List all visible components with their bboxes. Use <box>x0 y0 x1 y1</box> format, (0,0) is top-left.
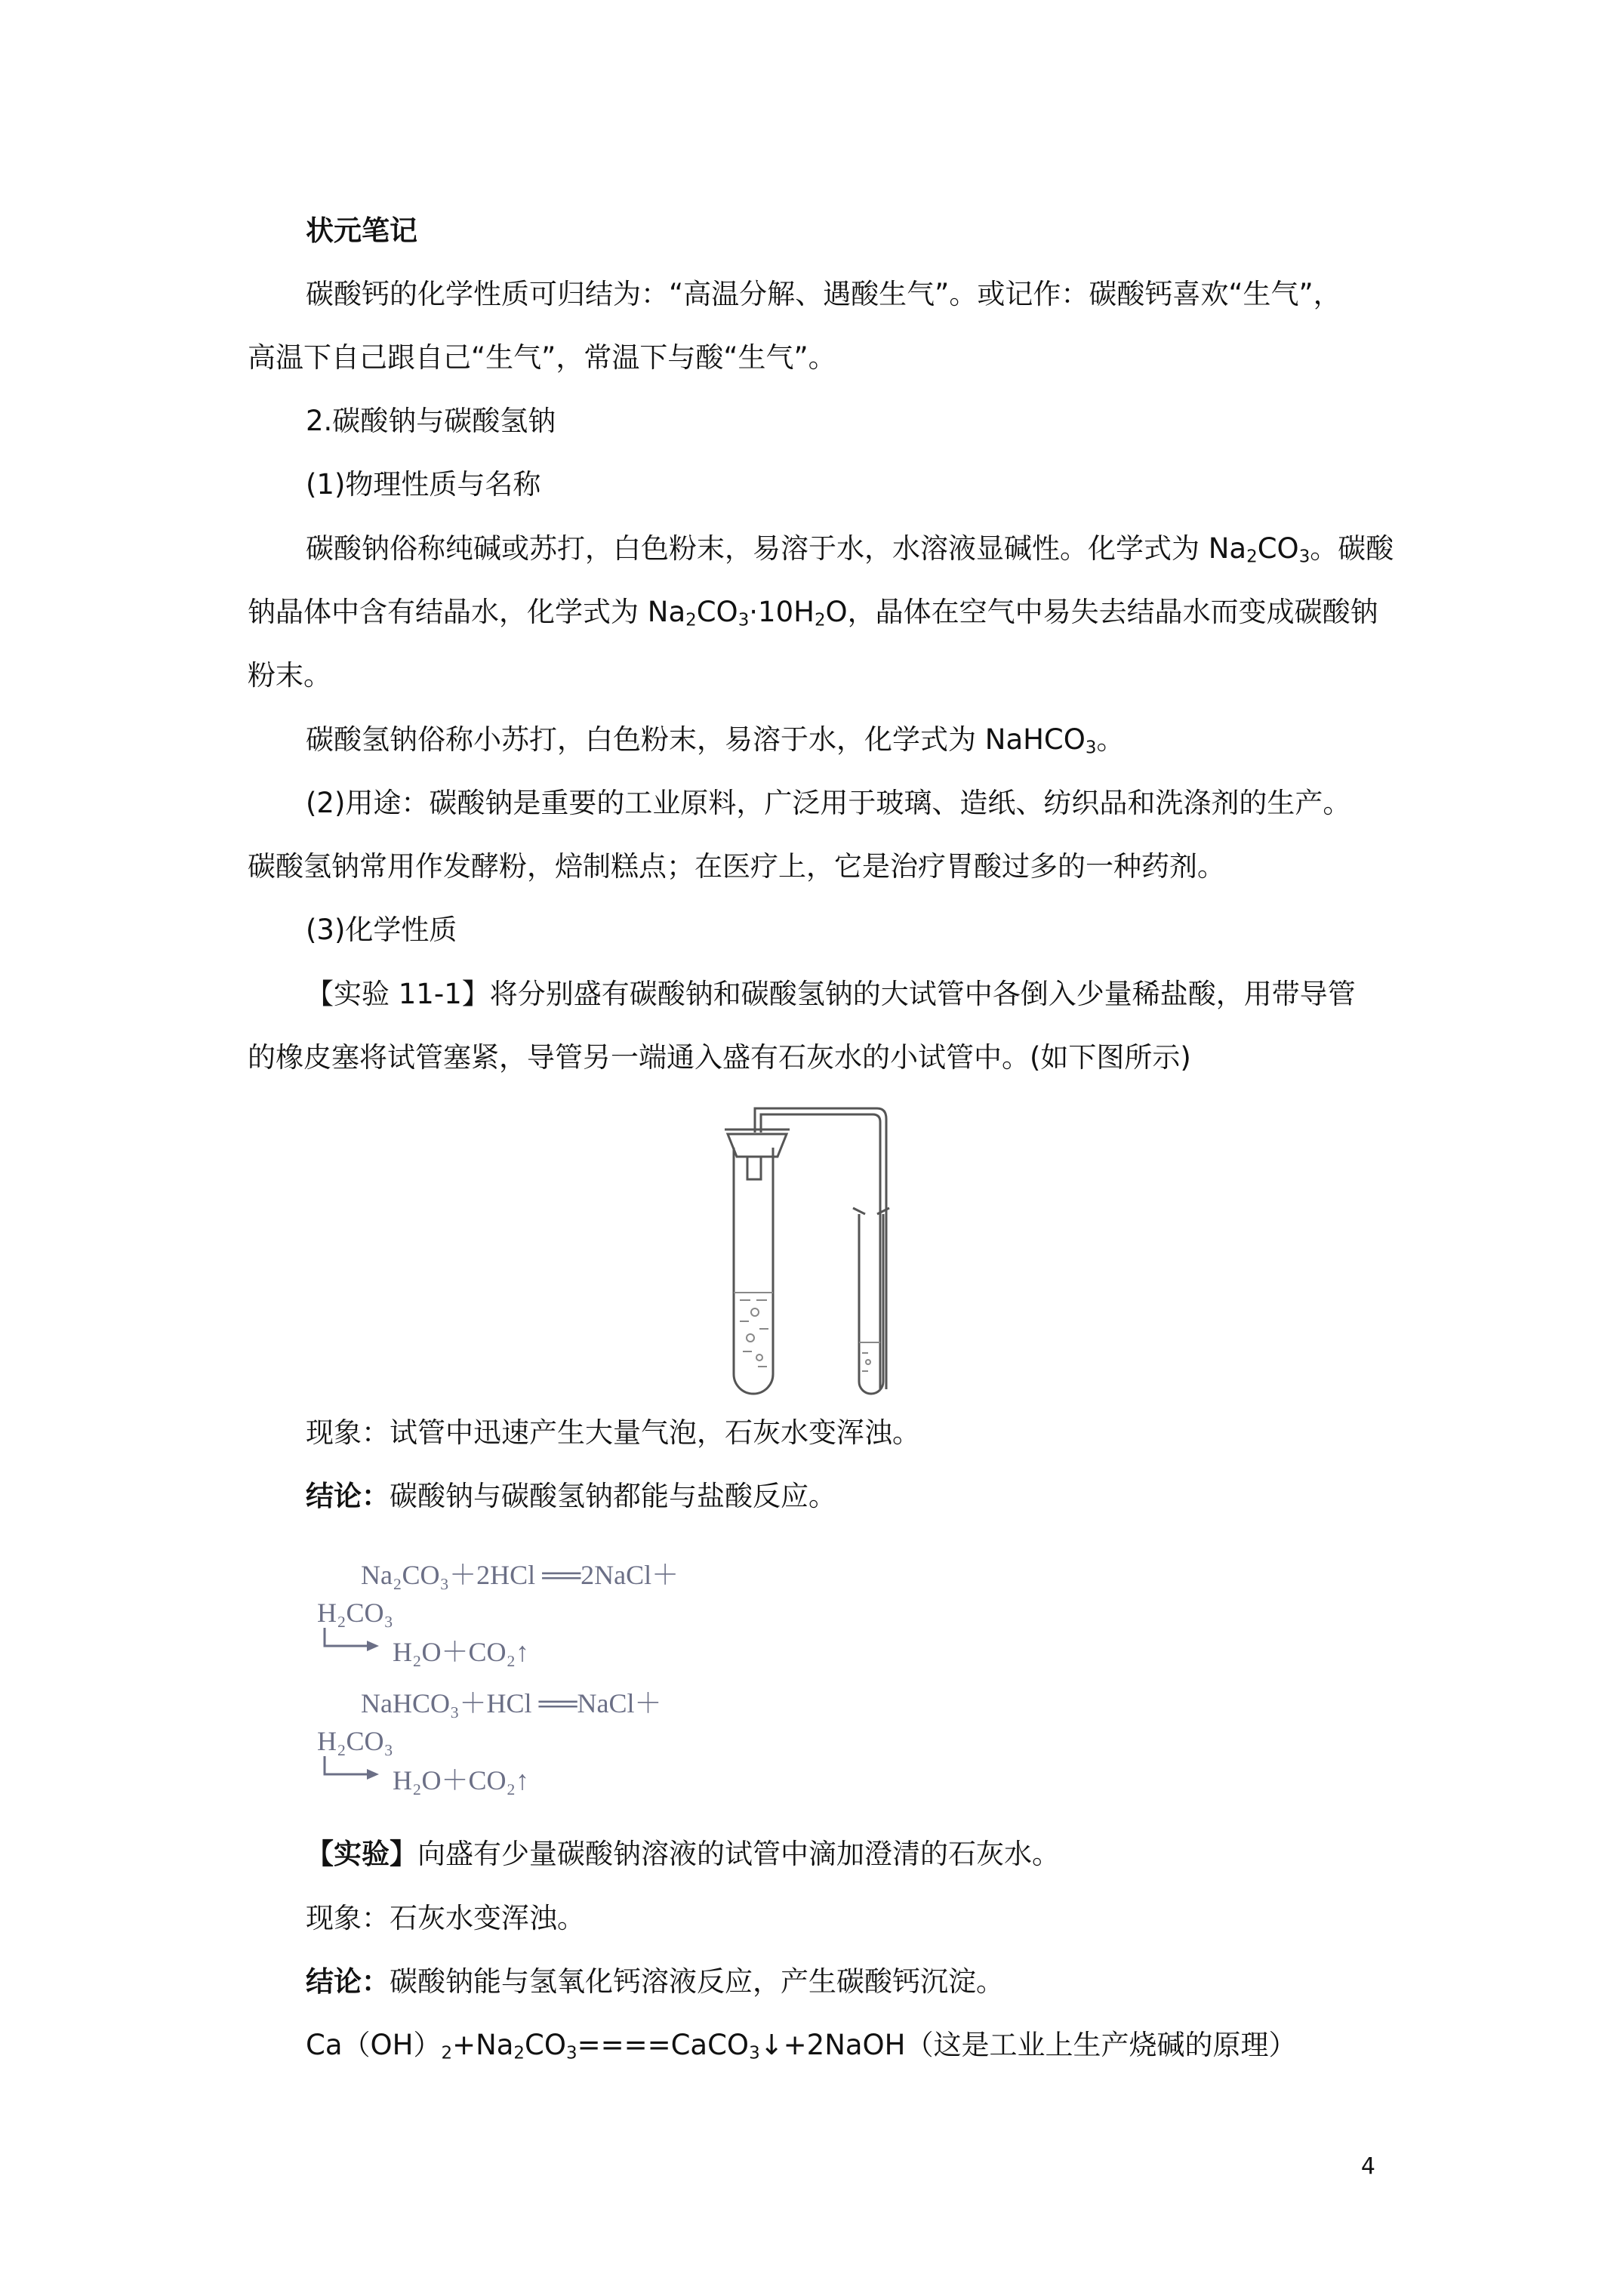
paragraph-crystal: 钠晶体中含有结晶水，化学式为 $Na_2CO_3\cdot 10H_2O$，晶体在空气中易失去结晶水而变成碳酸钠 <box>248 596 1378 630</box>
decompose-arrow-icon <box>322 1628 390 1658</box>
experiment-2: 【实验】向盛有少量碳酸钠溶液的试管中滴加澄清的石灰水。 <box>306 1838 1060 1870</box>
subsection-3-title: (3)化学性质 <box>306 914 457 946</box>
note-line-1: 碳酸钙的化学性质可归结为：“高温分解、遇酸生气”。或记作：碳酸钙喜欢“生气”， <box>306 278 1341 310</box>
conclusion-1: 结论：碳酸钠与碳酸氢钠都能与盐酸反应。 <box>306 1480 836 1512</box>
experiment-1-line-2: 的橡皮塞将试管塞紧，导管另一端通入盛有石灰水的小试管中。(如下图所示) <box>248 1041 1191 1074</box>
page-number: 4 <box>1360 2153 1375 2180</box>
paragraph-powder: 粉末。 <box>248 659 331 692</box>
equation-2: NaHCO₃＋HCl ══NaCl＋ <box>361 1688 662 1718</box>
rubber-stopper <box>728 1134 787 1157</box>
equation-1: Na₂CO₃＋2HCl ══2NaCl＋ <box>361 1560 679 1590</box>
test-tube-apparatus-figure <box>717 1102 921 1397</box>
phenomenon-2: 现象：石灰水变浑浊。 <box>306 1902 585 1934</box>
delivery-tube <box>755 1108 886 1389</box>
uses-line-1: (2)用途：碳酸钠是重要的工业原料，广泛用于玻璃、造纸、纺织品和洗涤剂的生产。 <box>306 787 1351 819</box>
note-heading: 状元笔记 <box>306 214 417 247</box>
equation-1-carbonic-acid: H₂CO₃ <box>317 1598 394 1628</box>
subsection-1-title: (1)物理性质与名称 <box>306 468 541 501</box>
equation-2-carbonic-acid: H₂CO₃ <box>317 1726 394 1756</box>
large-test-tube <box>734 1148 773 1394</box>
final-equation: $Ca(OH)_2+Na_2CO_3====CaCO_3↓+2NaOH$（这是工业上生产烧碱的原理） <box>306 2029 1297 2063</box>
equation-2-products: H₂O＋CO₂↑ <box>393 1765 530 1795</box>
uses-line-2: 碳酸氢钠常用作发酵粉，焙制糕点；在医疗上，它是治疗胃酸过多的一种药剂。 <box>248 850 1225 883</box>
paragraph-sodium-carbonate: 碳酸钠俗称纯碱或苏打，白色粉末，易溶于水，水溶液显碱性。化学式为 $Na_2CO_3$。碳酸 <box>306 532 1394 567</box>
conclusion-2: 结论：碳酸钠能与氢氧化钙溶液反应，产生碳酸钙沉淀。 <box>306 1965 1004 1998</box>
decompose-arrow-icon <box>322 1756 390 1786</box>
experiment-1-line-1: 【实验 11-1】将分别盛有碳酸钠和碳酸氢钠的大试管中各倒入少量稀盐酸，用带导管 <box>306 978 1356 1010</box>
section-2-title: 2.碳酸钠与碳酸氢钠 <box>306 405 556 437</box>
phenomenon-1: 现象：试管中迅速产生大量气泡，石灰水变浑浊。 <box>306 1416 920 1449</box>
equation-1-products: H₂O＋CO₂↑ <box>393 1637 530 1667</box>
paragraph-sodium-bicarbonate: 碳酸氢钠俗称小苏打，白色粉末，易溶于水，化学式为 NaHCO$_3$。 <box>306 723 1125 758</box>
note-line-2: 高温下自己跟自己“生气”，常温下与酸“生气”。 <box>248 341 836 374</box>
